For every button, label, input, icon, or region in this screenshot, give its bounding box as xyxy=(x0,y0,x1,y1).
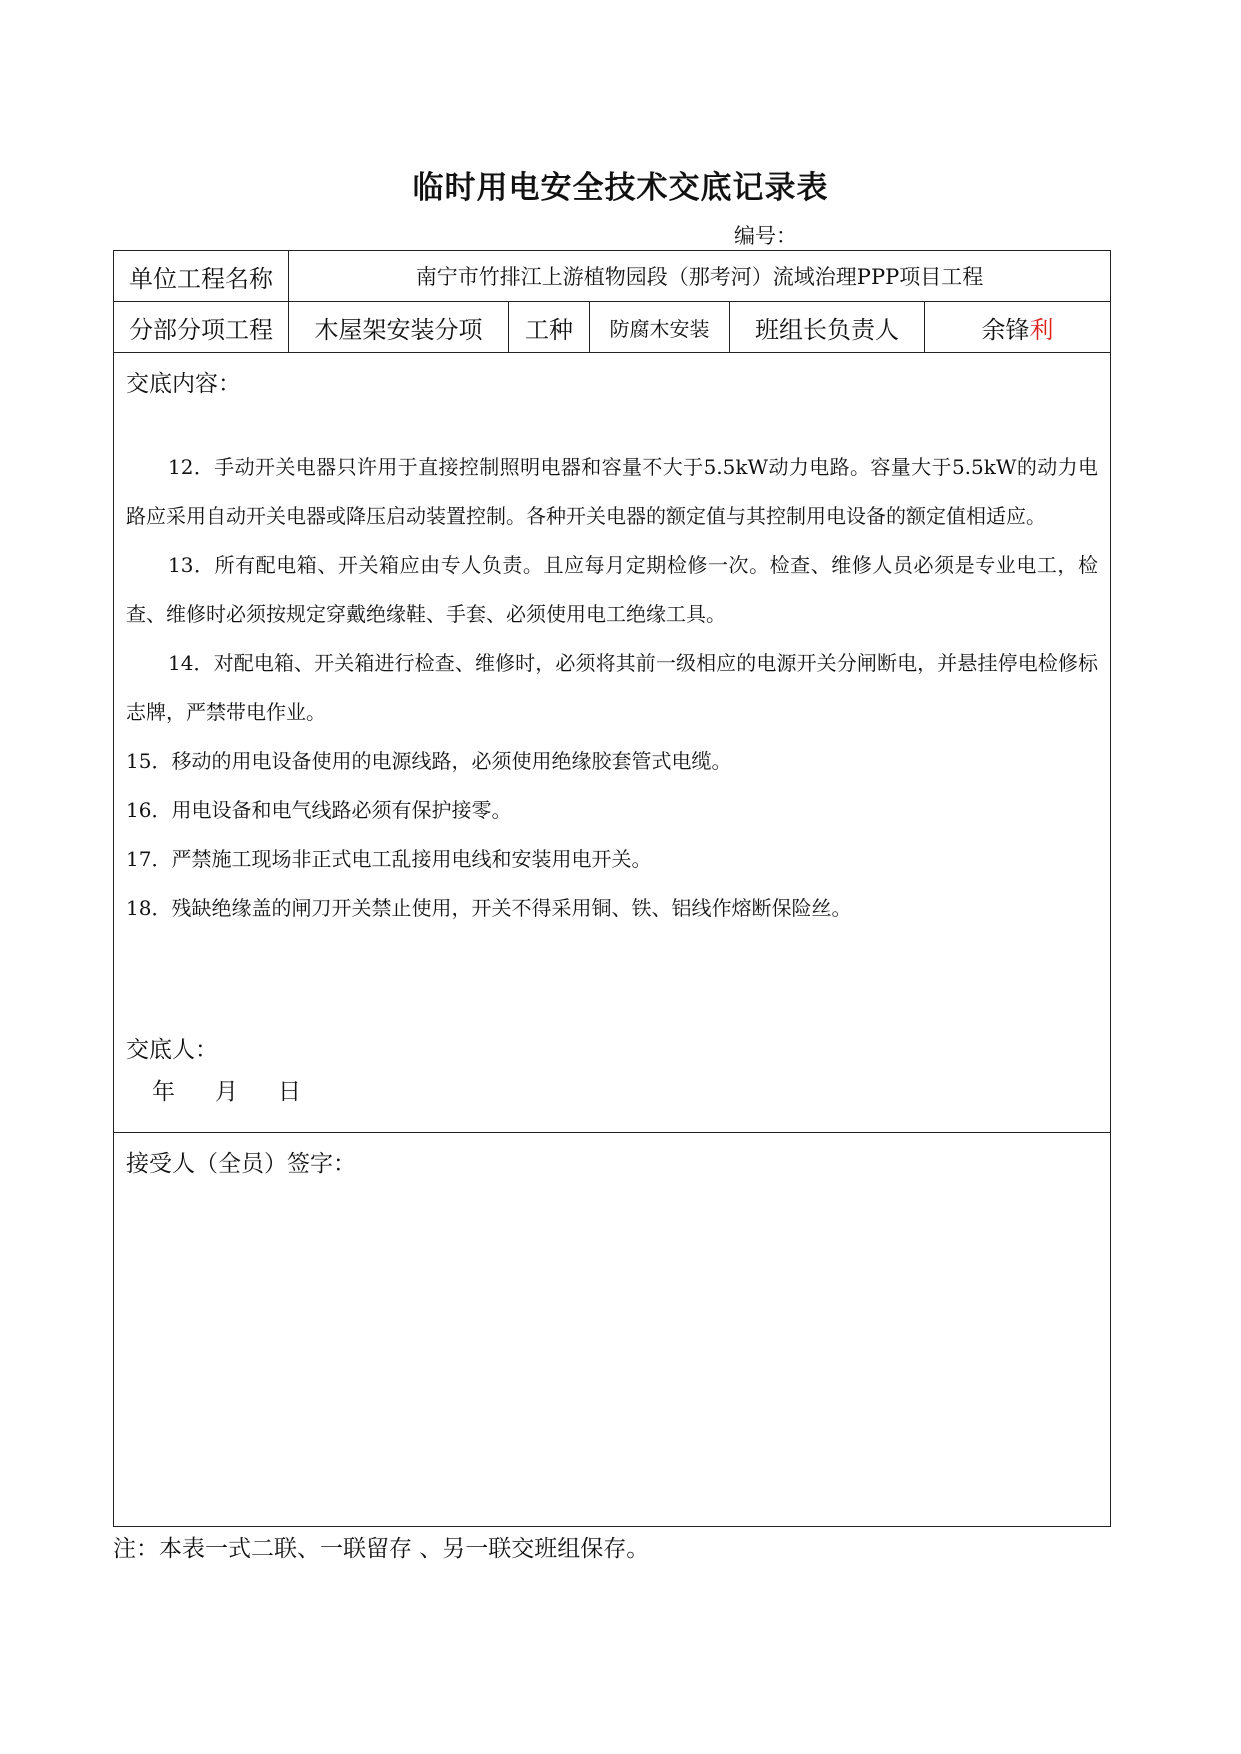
subproject-row xyxy=(114,302,1111,353)
footer-note: 注：本表一式二联、一联留存 、另一联交班组保存。 xyxy=(113,1536,650,1562)
disclosure-item: 17．严禁施工现场非正式电工乱接用电线和安装用电开关。 xyxy=(126,847,652,871)
discloser-label: 交底人： xyxy=(126,1037,218,1063)
form-title: 临时用电安全技术交底记录表 xyxy=(412,170,829,206)
date-month: 月 xyxy=(215,1079,238,1105)
disclosure-items xyxy=(126,443,1098,933)
project-name-row xyxy=(114,251,1111,302)
subproject-label: 分部分项工程 xyxy=(114,302,289,353)
disclosure-item: 16．用电设备和电气线路必须有保护接零。 xyxy=(126,798,512,822)
disclosure-date xyxy=(152,1073,341,1106)
project-name-label: 单位工程名称 xyxy=(114,251,289,302)
trade-value: 防腐木安装 xyxy=(590,302,730,353)
project-name-value: 南宁市竹排江上游植物园段（那考河）流域治理PPP项目工程 xyxy=(289,251,1111,302)
subproject-value: 木屋架安装分项 xyxy=(289,302,509,353)
disclosure-item: 14．对配电箱、开关箱进行检查、维修时，必须将其前一级相应的电源开关分闸断电，并悬挂停电检修标志牌，严禁带电作业。 xyxy=(126,651,1098,724)
disclosure-content-cell xyxy=(114,353,1111,1133)
content-heading: 交底内容： xyxy=(126,371,241,397)
team-leader-name-red: 利 xyxy=(1029,315,1054,344)
date-year: 年 xyxy=(152,1079,175,1105)
disclosure-item: 18．残缺绝缘盖的闸刀开关禁止使用，开关不得采用铜、铁、铝线作熔断保险丝。 xyxy=(126,896,852,920)
serial-number-label: 编号： xyxy=(734,224,797,248)
disclosure-item: 13．所有配电箱、开关箱应由专人负责。且应每月定期检修一次。检查、维修人员必须是专业电工，检查、维修时必须按规定穿戴绝缘鞋、手套、必须使用电工绝缘工具。 xyxy=(126,553,1098,626)
team-leader-label: 班组长负责人 xyxy=(730,302,925,353)
receiver-signature-label: 接受人（全员）签字： xyxy=(126,1151,356,1177)
trade-label: 工种 xyxy=(509,302,590,353)
team-leader-name xyxy=(925,302,1111,353)
signature-row xyxy=(114,1133,1111,1527)
content-row xyxy=(114,353,1111,1133)
disclosure-item: 15．移动的用电设备使用的电源线路，必须使用绝缘胶套管式电缆。 xyxy=(126,749,732,773)
disclosure-form-table xyxy=(113,250,1111,1527)
date-day: 日 xyxy=(278,1079,301,1105)
team-leader-name-main: 余锋 xyxy=(981,315,1030,344)
disclosure-item: 12．手动开关电器只许用于直接控制照明电器和容量不大于5.5kW动力电路。容量大于5.5kW的动力电路应采用自动开关电器或降压启动装置控制。各种开关电器的额定值与其控制用电设备的额定值相适应。 xyxy=(126,455,1098,528)
signature-cell xyxy=(114,1133,1111,1527)
